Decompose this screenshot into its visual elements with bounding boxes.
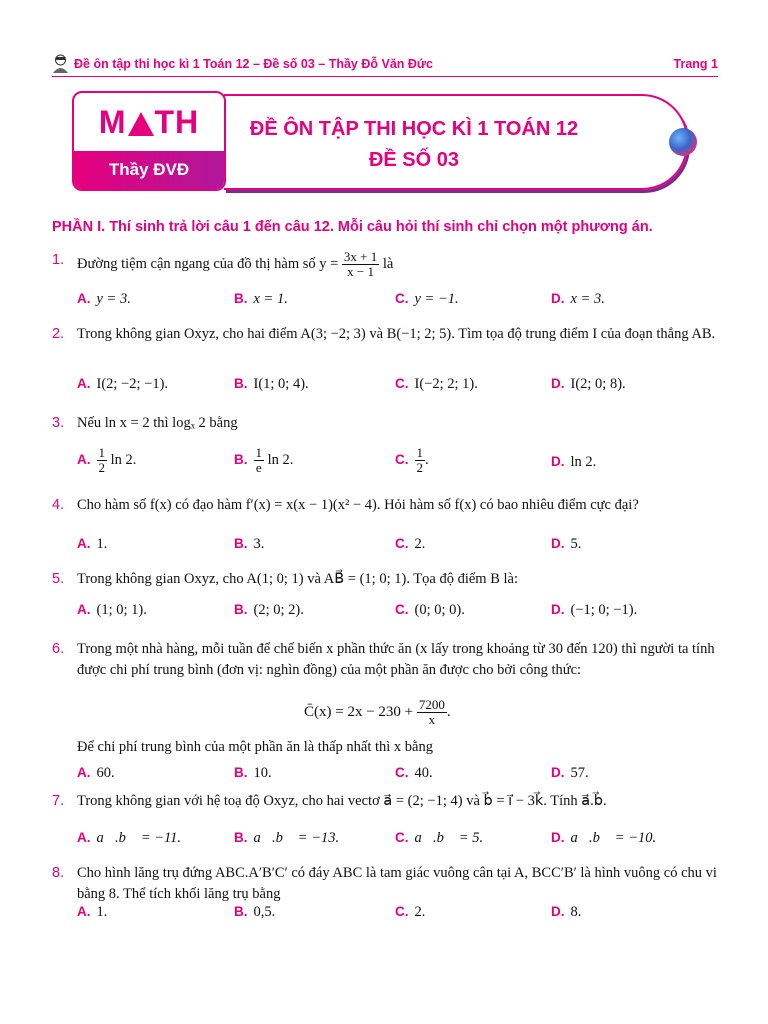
option-a[interactable]: A. 1. [77, 904, 108, 920]
option-d[interactable]: D. I(2; 0; 8). [551, 376, 626, 392]
option-b[interactable]: B. a⃗.b⃗ = −13. [234, 830, 340, 846]
options-1 [77, 291, 717, 313]
option-b[interactable]: B. x = 1. [234, 291, 288, 307]
option-c[interactable]: C. y = −1. [395, 291, 459, 307]
question-4: 4. Cho hàm số f(x) có đạo hàm f′(x) = x(x − 1)(x² − 4). Hỏi hàm số f(x) có bao nhiêu điểm cực đại? [52, 497, 639, 513]
question-5: 5. Trong không gian Oxyz, cho A(1; 0; 1) và AB⃗ = (1; 0; 1). Tọa độ điểm B là: [52, 571, 519, 587]
options-2 [77, 376, 717, 398]
option-a[interactable]: A. $\frac{1}{2}$ ln 2. [77, 445, 137, 475]
options-5 [77, 602, 717, 624]
header-title: Đề ôn tập thi học kì 1 Toán 12 – Đề số 03 – Thầy Đỗ Văn Đức [74, 57, 433, 71]
question-2: 2. Trong không gian Oxyz, cho hai điểm A(3; −2; 3) và B(−1; 2; 5). Tìm tọa độ trung điểm I của đoạn thẳng AB. [52, 326, 716, 342]
option-d[interactable]: D. ln 2. [551, 454, 597, 470]
question-8: 8. Cho hình lăng trụ đứng ABC.A′B′C′ có đáy ABC là tam giác vuông cân tại A, BCC′B′ là hình vuông có chu vi bằng 8. Thể tích khối lăng trụ bằng [52, 865, 717, 902]
option-c[interactable]: C. I(−2; 2; 1). [395, 376, 478, 392]
option-c[interactable]: C. $\frac{1}{2}$ . [395, 445, 429, 475]
option-b[interactable]: B. 3. [234, 536, 265, 552]
option-a[interactable]: A. (1; 0; 1). [77, 602, 147, 618]
option-d[interactable]: D. x = 3. [551, 291, 605, 307]
question-6: 6. Trong một nhà hàng, mỗi tuần để chế biến x phần thức ăn (x lấy trong khoảng từ 30 đến 120) thì người ta tính được chi phí trung bình (đơn vị: nghìn đồng) của một phần ăn được cho bởi công thức: [52, 641, 715, 678]
options-7 [77, 830, 717, 852]
page-header [52, 54, 718, 77]
exam-number: ĐỀ SỐ 03 [368, 149, 460, 171]
part-heading: PHẦN I. Thí sinh trả lời câu 1 đến câu 12. Mỗi câu hỏi thí sinh chỉ chọn một phương án. [52, 219, 653, 235]
page-number: Trang 1 [673, 57, 718, 71]
options-4 [77, 536, 717, 558]
option-d[interactable]: D. a⃗.b⃗ = −10. [551, 830, 657, 846]
options-8 [77, 904, 717, 926]
option-b[interactable]: B. $\frac{1}{e}$ ln 2. [234, 445, 294, 475]
fraction: $\frac{3x + 1}{x - 1}$ [343, 249, 378, 279]
logo-text: M TH [98, 104, 200, 140]
math-logo [72, 91, 226, 191]
option-a[interactable]: A. a⃗.b⃗ = −11. [77, 830, 182, 846]
option-c[interactable]: C. 40. [395, 765, 433, 781]
question-1: 1. Đường tiệm cận ngang của đồ thị hàm số y = $\frac{3x + 1}{x - 1}$ là [52, 249, 394, 279]
title-box [224, 94, 688, 190]
option-c[interactable]: C. 2. [395, 536, 426, 552]
logo-subtitle: Thầy ĐVĐ [74, 151, 224, 189]
option-a[interactable]: A. 1. [77, 536, 108, 552]
option-d[interactable]: D. 8. [551, 904, 582, 920]
options-3 [77, 446, 717, 480]
question-6-prompt: Để chi phí trung bình của một phần ăn là thấp nhất thì x bằng [77, 739, 433, 755]
option-b[interactable]: B. I(1; 0; 4). [234, 376, 309, 392]
option-b[interactable]: B. 10. [234, 765, 272, 781]
decorative-ball-icon [669, 128, 697, 156]
option-c[interactable]: C. (0; 0; 0). [395, 602, 465, 618]
option-d[interactable]: D. 5. [551, 536, 582, 552]
option-d[interactable]: D. (−1; 0; −1). [551, 602, 638, 618]
option-a[interactable]: A. 60. [77, 765, 115, 781]
option-b[interactable]: B. 0,5. [234, 904, 276, 920]
option-a[interactable]: A. y = 3. [77, 291, 131, 307]
author-avatar-icon [52, 54, 69, 73]
question-7: 7. Trong không gian với hệ toạ độ Oxyz, cho hai vectơ a⃗ = (2; −1; 4) và b⃗ = i⃗ − 3k⃗. Tính a⃗.b⃗. [52, 793, 607, 809]
options-6 [77, 765, 717, 787]
option-a[interactable]: A. I(2; −2; −1). [77, 376, 169, 392]
question-3: 3. Nếu ln x = 2 thì logₓ 2 bằng [52, 415, 238, 431]
option-b[interactable]: B. (2; 0; 2). [234, 602, 304, 618]
title-banner [72, 91, 692, 190]
option-c[interactable]: C. a⃗.b⃗ = 5. [395, 830, 484, 846]
triangle-icon [128, 112, 154, 136]
option-d[interactable]: D. 57. [551, 765, 589, 781]
exam-title: ĐỀ ÔN TẬP THI HỌC KÌ 1 TOÁN 12 [249, 118, 579, 140]
cost-formula: C̄(x) = 2x − 230 + $\frac{7200}{x}$ . [304, 697, 451, 727]
option-c[interactable]: C. 2. [395, 904, 426, 920]
